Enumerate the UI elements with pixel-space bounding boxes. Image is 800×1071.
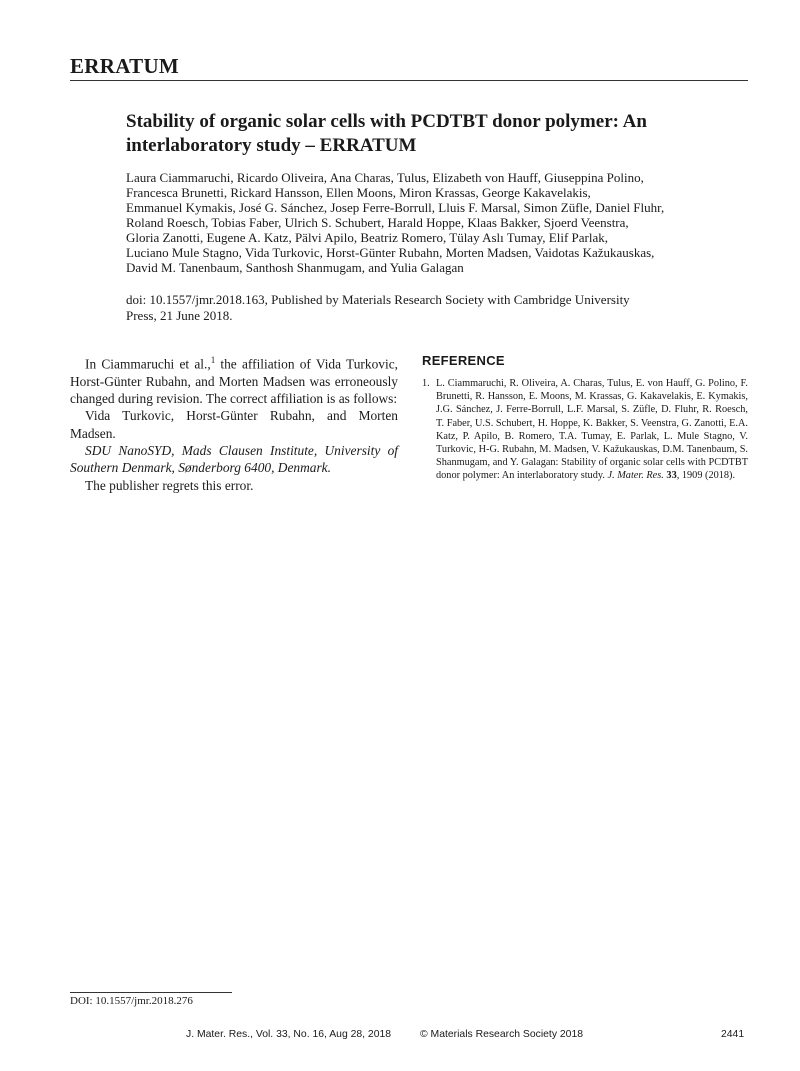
footnote-doi: DOI: 10.1557/jmr.2018.276 bbox=[70, 995, 193, 1007]
section-label: ERRATUM bbox=[70, 54, 180, 78]
article-title: Stability of organic solar cells with PCDTBT donor polymer: An interlaboratory study – ERRATUM bbox=[126, 111, 647, 156]
body-paragraph bbox=[70, 352, 398, 407]
reference-journal: J. Mater. Res. bbox=[607, 470, 664, 482]
reference-body: L. Ciammaruchi, R. Oliveira, A. Charas, Tulus, E. von Hauff, G. Polino, F. Brunetti, R. Hansson, E. Moons, M. Krassas, G. Kakavelakis, E. Kymakis, J.G. Sánchez, J. Ferre-Borrull, L.F. Marsal, S. Züfle, D. Fluhr, R. Roesch, T. Faber, U.S. Schubert, H. Hoppe, K. Bakker, S. Veenstra, G. Zanotti, E.A. Katz, P. Apilo, B. Romero, T.A. Tumay, E. Parlak, L. Mule Stagno, V. Turkovic, H-G. Rubahn, M. Madsen, V. Kažukauskas, D.M. Tanenbaum, S. Shanmugam, and Y. Galagan: Stability of organic solar cells with PCDTBT donor polymer: An interlaboratory study. bbox=[436, 378, 748, 482]
footnote-rule bbox=[70, 992, 232, 993]
publisher-statement: The publisher regrets this error. bbox=[85, 477, 254, 493]
footer-journal-info: J. Mater. Res., Vol. 33, No. 16, Aug 28, 2018 bbox=[186, 1029, 392, 1040]
header-rule bbox=[70, 80, 748, 81]
body-text: the affiliation of Vida Turkovic, Horst-Günter Rubahn, and Morten Madsen was erroneously changed during revision. The correct affiliation is as follows: bbox=[70, 356, 398, 407]
page-number: 2441 bbox=[721, 1029, 745, 1040]
footer-copyright: © Materials Research Society 2018 bbox=[420, 1029, 584, 1040]
body-text: In Ciammaruchi et al., bbox=[85, 356, 211, 372]
erratum-body bbox=[70, 352, 398, 494]
publication-info: doi: 10.1557/jmr.2018.163, Published by Materials Research Society with Cambridge University Press, 21 June 2018. bbox=[126, 292, 630, 323]
reference-item bbox=[422, 377, 748, 483]
corrected-authors: Vida Turkovic, Horst-Günter Rubahn, and Morten Madsen. bbox=[70, 408, 398, 441]
reference-heading: REFERENCE bbox=[422, 353, 505, 368]
reference-text bbox=[436, 377, 748, 483]
author-list: Laura Ciammaruchi, Ricardo Oliveira, Ana Charas, Tulus, Elizabeth von Hauff, Giuseppina Polino, Francesca Brunetti, Rickard Hansson, Ellen Moons, Miron Krassas, George Kakavelakis, Emmanuel Kymakis, José G. Sánchez, Josep Ferre-Borrull, Lluis F. Marsal, Simon Züfle, Daniel Fluhr, Roland Roesch, Tobias Faber, Ulrich S. Schubert, Harald Hoppe, Klaas Bakker, Sjoerd Veenstra, Gloria Zanotti, Eugene A. Katz, Pälvi Apilo, Beatriz Romero, Tülay Aslı Tumay, Elif Parlak, Luciano Mule Stagno, Vida Turkovic, Horst-Günter Rubahn, Morten Madsen, Vaidotas Kažukauskas, David M. Tanenbaum, Santhosh Shanmugam, and Yulia Galagan bbox=[126, 170, 665, 275]
reference-tail: , 1909 (2018). bbox=[676, 470, 736, 482]
reference-volume: 33 bbox=[666, 470, 677, 482]
corrected-affiliation: SDU NanoSYD, Mads Clausen Institute, University of Southern Denmark, Sønderborg 6400, Denmark. bbox=[70, 442, 398, 476]
citation-link[interactable]: 1 bbox=[210, 355, 216, 365]
reference-section bbox=[422, 353, 748, 483]
reference-number: 1. bbox=[422, 378, 430, 389]
